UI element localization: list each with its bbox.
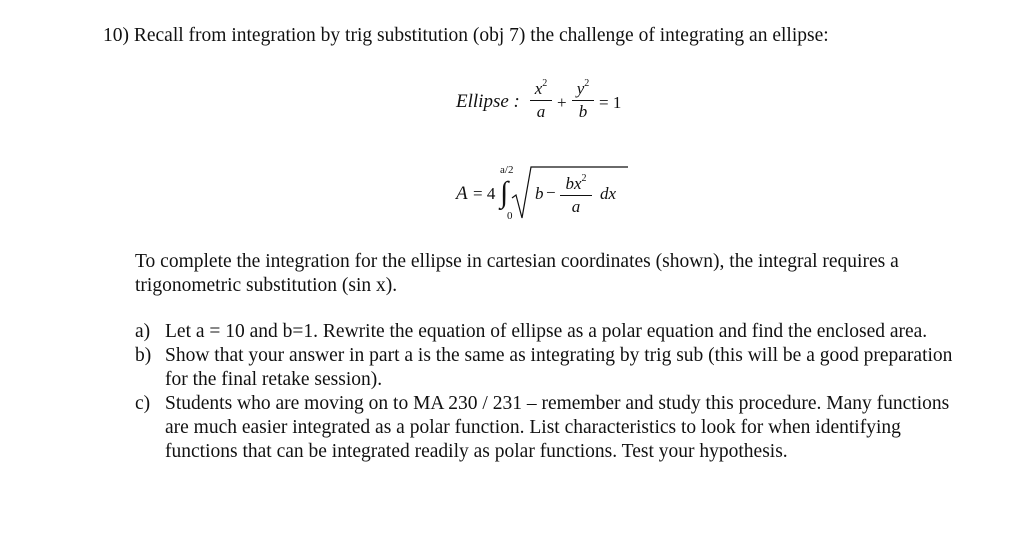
radicand-minus: − <box>546 183 556 202</box>
part-text: Students who are moving on to MA 230 / 231 – remember and study this procedure. Many functions are much easier integrated as a polar function. List characteristics to look for when identifying functions that can be integrated readily as polar functions. Test your hypothesis. <box>165 393 950 462</box>
part-marker: c) <box>135 393 151 414</box>
question-parts-list <box>135 320 955 464</box>
ellipse-label: Ellipse : <box>456 91 520 112</box>
problem-title: 10) Recall from integration by trig substitution (obj 7) the challenge of integrating an ellipse: <box>103 25 829 46</box>
radicand-fraction <box>560 169 592 217</box>
ellipse-term-x <box>530 74 552 122</box>
integral-upper-limit: a/2 <box>500 164 514 176</box>
radicand-fraction-numerator: bx <box>565 174 582 193</box>
area-symbol: A <box>456 183 468 204</box>
ellipse-term-y-exponent: 2 <box>584 78 590 89</box>
radicand-b: b <box>535 184 544 203</box>
ellipse-term-y-denominator: b <box>578 102 588 121</box>
radicand-fraction-denominator: a <box>571 197 581 216</box>
integral-lower-limit: 0 <box>507 210 513 222</box>
radicand-fraction-exponent: 2 <box>581 173 587 184</box>
area-equals-four: = 4 <box>473 184 496 203</box>
ellipse-equals-one: = 1 <box>599 93 622 112</box>
part-marker: a) <box>135 321 151 342</box>
intro-paragraph: To complete the integration for the ellipse in cartesian coordinates (shown), the integral requires a trigonometric substitution (sin x). <box>135 251 899 296</box>
question-part-c <box>135 392 955 464</box>
question-part-b <box>135 344 955 392</box>
integral-differential: dx <box>600 184 617 203</box>
ellipse-term-x-exponent: 2 <box>542 78 548 89</box>
part-text: Show that your answer in part a is the same as integrating by trig sub (this will be a good preparation for the final retake session). <box>165 345 953 390</box>
ellipse-plus: + <box>557 93 567 112</box>
part-text: Let a = 10 and b=1. Rewrite the equation of ellipse as a polar equation and find the enclosed area. <box>165 321 928 342</box>
part-marker: b) <box>135 345 152 366</box>
ellipse-term-y <box>572 74 594 122</box>
question-part-a <box>135 320 955 344</box>
integral-sign: ∫ <box>500 176 509 209</box>
area-integral <box>456 162 656 232</box>
ellipse-term-x-denominator: a <box>536 102 546 121</box>
ellipse-term-x-numerator: x <box>534 79 543 98</box>
ellipse-equation <box>456 74 656 134</box>
ellipse-term-y-numerator: y <box>576 79 585 98</box>
